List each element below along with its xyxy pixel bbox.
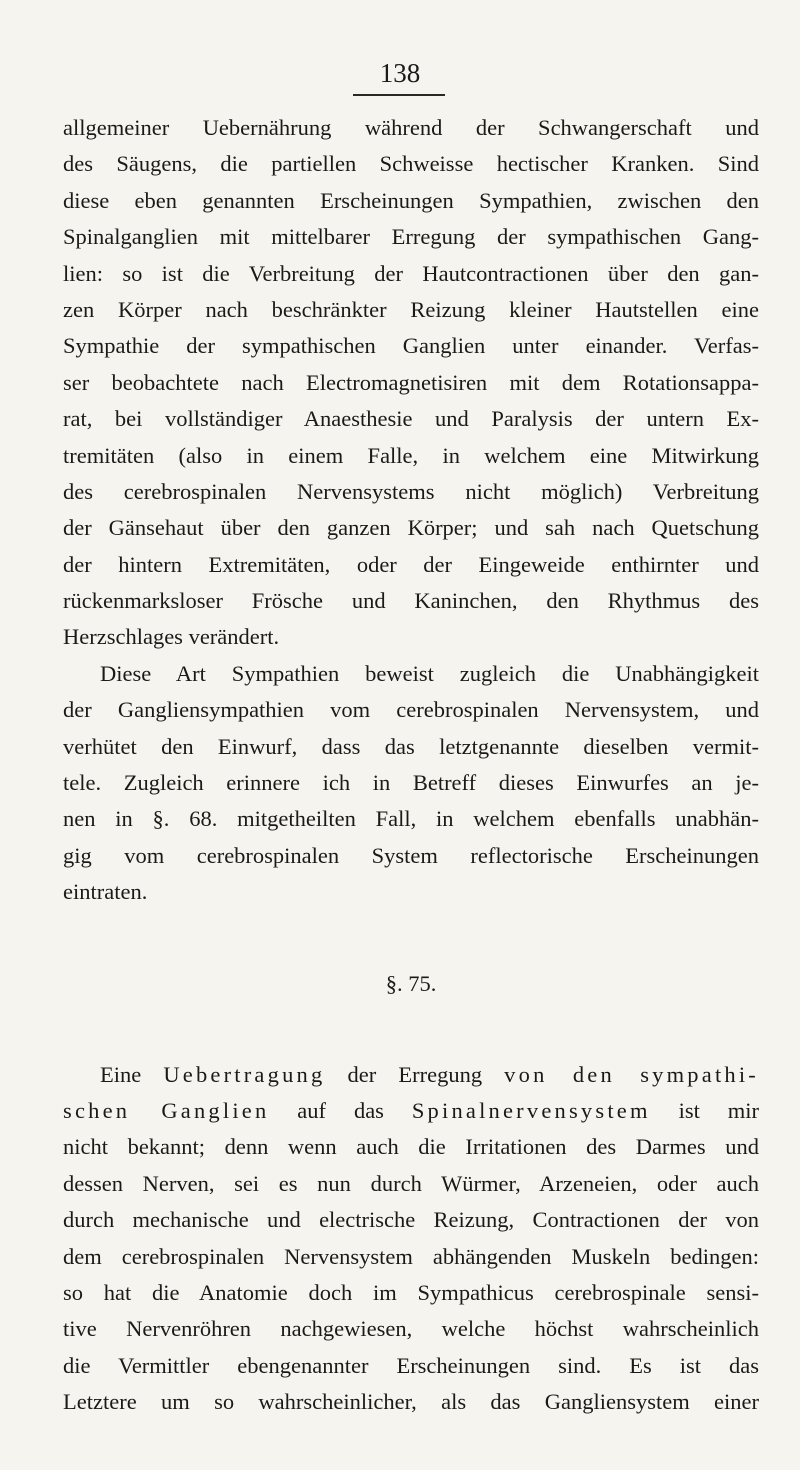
emphasized-text: Spinalnervensystem — [411, 1097, 651, 1123]
text-segment: diese eben genannten Erscheinungen Sympathien, zwischen den — [63, 187, 759, 213]
text-line — [63, 292, 759, 328]
text-line — [63, 474, 759, 510]
text-segment: rückenmarksloser Frösche und Kaninchen, den Rhythmus des — [63, 588, 759, 614]
text-line — [63, 510, 759, 546]
text-line — [63, 110, 759, 146]
text-segment: verhütet den Einwurf, dass das letztgenannte dieselben vermit- — [63, 733, 759, 759]
emphasized-text: schen Ganglien — [63, 1097, 270, 1123]
text-line — [63, 365, 759, 401]
text-segment: dessen Nerven, sei es nun durch Würmer, Arzeneien, oder auch — [63, 1170, 759, 1196]
text-segment: eintraten. — [63, 879, 148, 905]
text-segment: Spinalganglien mit mittelbarer Erregung der sympathischen Gang- — [63, 224, 759, 250]
text-segment: der Erregung — [325, 1061, 505, 1087]
text-line — [63, 1093, 759, 1129]
text-segment: auf das — [269, 1097, 412, 1123]
text-segment: Sympathie der sympathischen Ganglien unter einander. Verfas- — [63, 333, 759, 359]
text-segment: ist mir — [650, 1097, 759, 1123]
text-segment: Letztere um so wahrscheinlicher, als das Gangliensystem einer — [63, 1389, 759, 1415]
text-segment: nen in §. 68. mitgetheilten Fall, in welchem ebenfalls unabhän- — [63, 806, 759, 832]
text-segment: der Gangliensympathien vom cerebrospinalen Nervensystem, und — [63, 697, 759, 723]
text-segment: Eine — [100, 1061, 164, 1087]
text-line — [63, 801, 759, 837]
text-segment: der Gänsehaut über den ganzen Körper; und sah nach Quetschung — [63, 515, 759, 541]
text-line — [63, 1275, 759, 1311]
text-line — [63, 692, 759, 728]
text-line — [63, 219, 759, 255]
text-segment: dem cerebrospinalen Nervensystem abhängenden Muskeln bedingen: — [63, 1243, 759, 1269]
text-line — [63, 583, 759, 619]
text-segment: der hintern Extremitäten, oder der Eingeweide enthirnter und — [63, 551, 759, 577]
text-segment: Herzschlages verändert. — [63, 624, 280, 650]
text-line — [63, 146, 759, 182]
text-line — [63, 401, 759, 437]
text-line — [63, 1311, 759, 1347]
text-line — [63, 1057, 759, 1093]
text-segment: tele. Zugleich erinnere ich in Betreff dieses Einwurfes an je- — [63, 770, 759, 796]
emphasized-text: Uebertragung — [163, 1061, 326, 1087]
text-segment: §. 75. — [385, 970, 437, 996]
text-line — [63, 1202, 759, 1238]
text-line — [63, 619, 759, 655]
text-segment: tremitäten (also in einem Falle, in welchem eine Mitwirkung — [63, 442, 759, 468]
text-segment: durch mechanische und electrische Reizung, Contractionen der von — [63, 1207, 759, 1233]
text-line — [63, 1348, 759, 1384]
emphasized-text: von den sympathi- — [504, 1061, 759, 1087]
page-number: 138 — [379, 58, 421, 88]
text-line — [63, 438, 759, 474]
text-segment: rat, bei vollständiger Anaesthesie und Paralysis der untern Ex- — [63, 406, 759, 432]
text-line — [63, 729, 759, 765]
text-segment: nicht bekannt; denn wenn auch die Irritationen des Darmes und — [63, 1134, 759, 1160]
text-line — [63, 1129, 759, 1165]
text-line — [63, 765, 759, 801]
text-line — [63, 256, 759, 292]
text-line — [63, 874, 759, 910]
text-segment: Diese Art Sympathien beweist zugleich die Unabhängigkeit — [100, 660, 759, 686]
text-line — [63, 1239, 759, 1275]
text-line — [63, 1166, 759, 1202]
text-segment: so hat die Anatomie doch im Sympathicus cerebrospinale sensi- — [63, 1279, 759, 1305]
text-segment: des cerebrospinalen Nervensystems nicht möglich) Verbreitung — [63, 478, 759, 504]
text-segment: gig vom cerebrospinalen System reflectorische Erscheinungen — [63, 842, 759, 868]
text-segment: ser beobachtete nach Electromagnetisiren mit dem Rotationsappa- — [63, 369, 759, 395]
section-heading — [63, 911, 759, 1057]
text-segment: allgemeiner Uebernährung während der Schwangerschaft und — [63, 115, 759, 140]
text-line — [63, 656, 759, 692]
text-segment: des Säugens, die partiellen Schweisse hectischer Kranken. Sind — [63, 151, 759, 177]
text-segment: zen Körper nach beschränkter Reizung kleiner Hautstellen eine — [63, 296, 759, 322]
header-rule — [353, 94, 445, 96]
text-segment: tive Nervenröhren nachgewiesen, welche höchst wahrscheinlich — [63, 1316, 759, 1342]
text-line — [63, 547, 759, 583]
body-text — [63, 110, 759, 1421]
text-segment: die Vermittler ebengenannter Erscheinungen sind. Es ist das — [63, 1352, 759, 1378]
text-segment: lien: so ist die Verbreitung der Hautcontractionen über den gan- — [63, 260, 759, 286]
text-line — [63, 328, 759, 364]
text-line — [63, 183, 759, 219]
text-line — [63, 1384, 759, 1420]
text-line — [63, 838, 759, 874]
